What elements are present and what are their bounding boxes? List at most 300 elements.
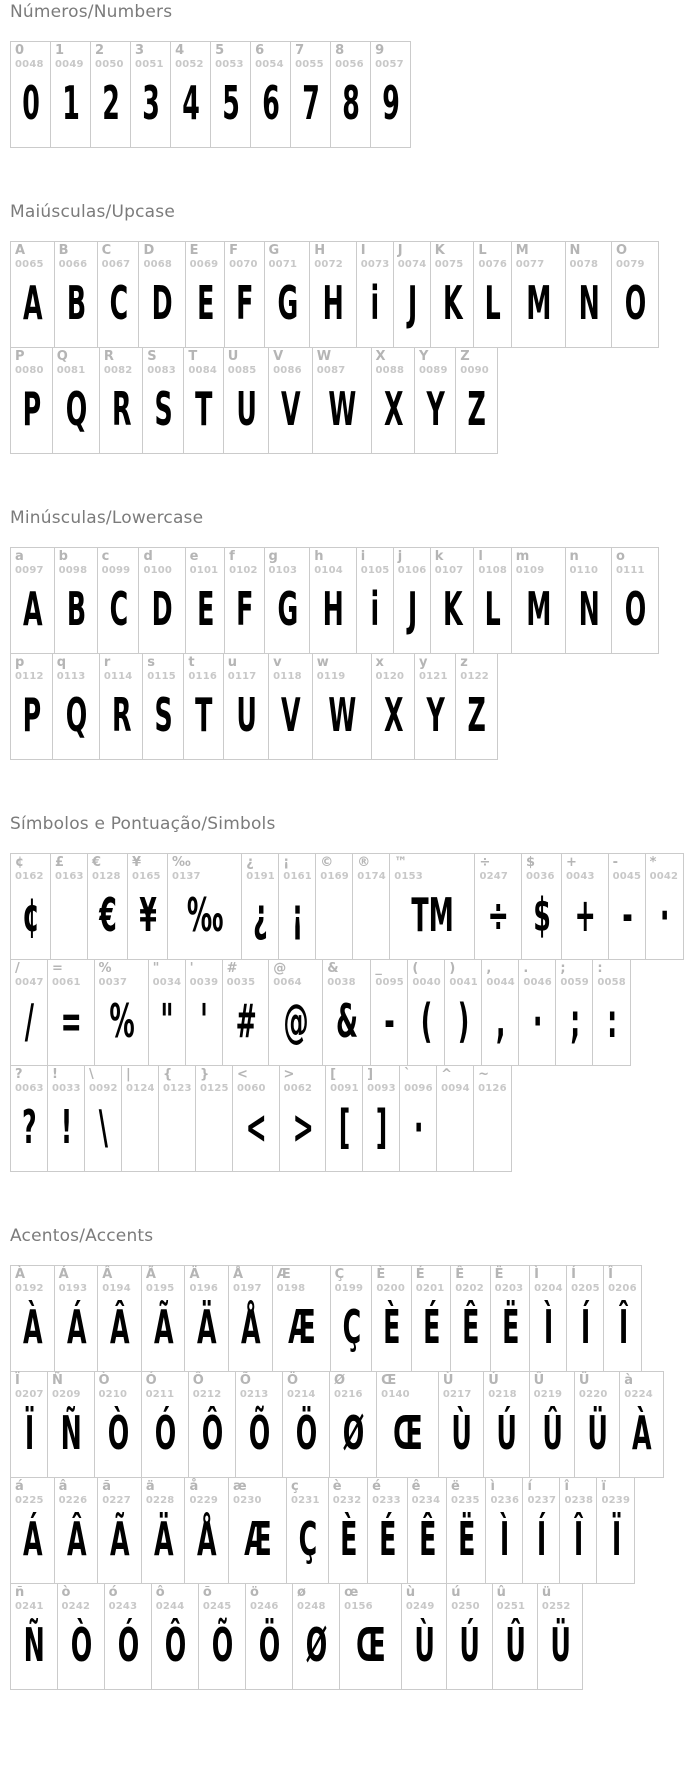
cell-ref-char: 3 [135, 43, 145, 58]
cell-glyph-area [52, 989, 91, 1065]
cell-unicode-value: 0102 [229, 565, 258, 576]
cell-glyph-area [571, 1295, 600, 1371]
cell-ref-char: É [415, 1267, 425, 1282]
cell-glyph-area [478, 1095, 508, 1171]
character-cell [484, 1372, 529, 1477]
character-cell [293, 1584, 340, 1689]
cell-glyph: Æ [287, 1300, 316, 1354]
cell-ref-char: é [372, 1479, 381, 1494]
cell-glyph-area [135, 71, 167, 147]
character-cell [131, 42, 171, 147]
cell-ref-char: P [15, 349, 25, 364]
cell-glyph-area [104, 377, 139, 453]
character-cell [280, 1066, 327, 1171]
cell-glyph-area [451, 1613, 488, 1689]
cell-unicode-value: 0247 [479, 871, 509, 882]
character-cell [400, 1066, 437, 1171]
cell-ref-char: i [360, 549, 366, 564]
cell-ref-char: Ú [488, 1373, 499, 1388]
cell-ref-char: Â [102, 1267, 113, 1282]
cell-glyph: A [23, 276, 43, 330]
cell-glyph-area [15, 989, 44, 1065]
character-cell [371, 42, 410, 147]
cell-glyph: Á [66, 1300, 87, 1354]
character-cell [11, 960, 48, 1065]
cell-glyph-area [189, 1507, 225, 1583]
cell-glyph-area [616, 271, 655, 347]
character-cell [269, 960, 323, 1065]
cell-unicode-value: 0043 [566, 871, 595, 882]
cell-ref-char: Î [608, 1267, 613, 1282]
character-cell [171, 42, 211, 147]
cell-glyph: H [322, 582, 345, 636]
cell-glyph-area [190, 577, 221, 653]
cell-glyph: H [322, 276, 345, 330]
cell-glyph: Ñ [23, 1618, 45, 1672]
character-cell [560, 1478, 597, 1583]
cell-glyph-area [361, 577, 390, 653]
character-cell [313, 348, 372, 453]
cell-ref-char: ( [412, 961, 419, 976]
cell-ref-char: Õ [239, 1373, 251, 1388]
cell-ref-char: g [268, 549, 278, 564]
character-cell [88, 854, 128, 959]
character-cell [363, 1066, 400, 1171]
cell-unicode-value: 0122 [460, 671, 489, 682]
character-cell [91, 42, 131, 147]
character-cell [474, 242, 511, 347]
cell-glyph-area [99, 1401, 138, 1477]
character-cell [159, 1066, 196, 1171]
cell-glyph-area [579, 1401, 616, 1477]
cell-unicode-value: 0095 [375, 977, 404, 988]
cell-glyph: Û [504, 1618, 526, 1672]
character-cell [439, 1372, 484, 1477]
character-cell [55, 1266, 99, 1371]
character-cell [265, 242, 311, 347]
cell-unicode-value: 0243 [108, 1601, 138, 1612]
character-cell [368, 1478, 407, 1583]
cell-unicode-value: 0201 [415, 1283, 445, 1294]
cell-glyph-area [102, 577, 136, 653]
cell-unicode-value: 0105 [360, 565, 390, 576]
cell-unicode-value: 0111 [616, 565, 645, 576]
cell-unicode-value: 0118 [273, 671, 302, 682]
cell-glyph: W [328, 688, 357, 742]
cell-unicode-value: 0161 [283, 871, 312, 882]
cell-glyph-area [175, 71, 207, 147]
cell-glyph: ) [458, 994, 470, 1048]
cell-ref-char: N [569, 243, 581, 258]
cell-ref-char: 6 [255, 43, 265, 58]
character-cell [11, 1372, 48, 1477]
cell-glyph: D [152, 582, 174, 636]
cell-unicode-value: 0093 [367, 1083, 396, 1094]
character-cell [538, 1584, 582, 1689]
cell-unicode-value: 0113 [56, 671, 86, 682]
character-cell [402, 1584, 447, 1689]
cell-glyph-area [200, 1095, 229, 1171]
cell-ref-char: w [316, 655, 329, 670]
cell-unicode-value: 0077 [515, 259, 545, 270]
cell-unicode-value: 0056 [335, 59, 364, 70]
cell-glyph-area [15, 683, 49, 759]
cell-ref-char: Ï [15, 1373, 20, 1388]
cell-ref-char: C [101, 243, 112, 258]
cell-glyph: Ö [258, 1618, 281, 1672]
character-cell [394, 242, 431, 347]
cell-unicode-value: 0076 [478, 259, 508, 270]
cell-glyph-area [190, 989, 219, 1065]
character-cell [224, 654, 269, 759]
character-cell [223, 960, 270, 1065]
cell-glyph: 3 [142, 76, 160, 130]
cell-unicode-value: 0079 [616, 259, 645, 270]
cell-ref-char: W [316, 349, 332, 364]
character-cell [316, 854, 353, 959]
cell-ref-char: f [229, 549, 235, 564]
cell-glyph: F [236, 582, 254, 636]
cell-unicode-value: 0213 [239, 1389, 269, 1400]
cell-glyph-area [284, 1095, 323, 1171]
cell-ref-char: ê [411, 1479, 421, 1494]
cell-glyph-area [132, 883, 164, 959]
cell-glyph-area [15, 1613, 54, 1689]
cell-unicode-value: 0096 [404, 1083, 433, 1094]
cell-glyph: @ [283, 994, 309, 1048]
character-cell [310, 548, 357, 653]
cell-unicode-value: 0067 [101, 259, 131, 270]
cell-glyph-area [406, 1613, 443, 1689]
character-cell [185, 1266, 229, 1371]
cell-glyph: A [23, 582, 43, 636]
cell-glyph-area [394, 883, 471, 959]
cell-glyph-area [229, 271, 260, 347]
cell-glyph-area [287, 1401, 326, 1477]
cell-ref-char: Ã [145, 1267, 156, 1282]
character-cell [95, 1372, 142, 1477]
cell-unicode-value: 0092 [89, 1083, 118, 1094]
cell-glyph: 2 [102, 76, 120, 130]
cell-glyph-area [126, 1095, 155, 1171]
cell-glyph: Z [467, 688, 487, 742]
character-cell [105, 1584, 152, 1689]
cell-glyph: · [659, 888, 670, 942]
section-accents [10, 1226, 661, 1690]
cell-glyph-area [215, 71, 247, 147]
character-cell [269, 654, 313, 759]
cell-ref-char: | [126, 1067, 131, 1082]
cell-unicode-value: 0199 [334, 1283, 364, 1294]
character-cell [233, 1066, 280, 1171]
cell-ref-char: z [460, 655, 468, 670]
cell-glyph: J [407, 276, 417, 330]
cell-glyph-area [15, 1095, 44, 1171]
cell-ref-char: ì [490, 1479, 495, 1494]
cell-unicode-value: 0165 [132, 871, 161, 882]
character-cell [229, 1266, 273, 1371]
cell-glyph-area [59, 271, 94, 347]
cell-glyph: O [624, 582, 647, 636]
cell-glyph: Â [110, 1300, 130, 1354]
cell-glyph-area [203, 1613, 242, 1689]
cell-glyph: T [195, 688, 213, 742]
cell-unicode-value: 0100 [143, 565, 173, 576]
cell-unicode-value: 0238 [564, 1495, 594, 1506]
character-cell [11, 1584, 58, 1689]
cell-glyph: B [66, 582, 86, 636]
cell-glyph: : [607, 994, 618, 1048]
character-cell [310, 242, 357, 347]
character-cell [273, 1266, 331, 1371]
cell-ref-char: Ë [494, 1267, 504, 1282]
cell-unicode-value: 0062 [283, 1083, 313, 1094]
cell-glyph-area [479, 883, 518, 959]
cell-glyph-area [193, 1401, 232, 1477]
cell-ref-char: È [376, 1267, 386, 1282]
cell-ref-char: Ê [455, 1267, 465, 1282]
cell-glyph: À [23, 1300, 43, 1354]
cell-glyph-area [608, 1295, 638, 1371]
cell-glyph-area [109, 1613, 148, 1689]
cell-ref-char: - [612, 855, 618, 870]
character-cell [55, 548, 98, 653]
cell-glyph-area [372, 1507, 403, 1583]
cell-ref-char: o [616, 549, 625, 564]
cell-glyph-area [381, 1401, 435, 1477]
cell-unicode-value: 0227 [102, 1495, 131, 1506]
cell-glyph: & [336, 994, 359, 1048]
cell-glyph: Õ [248, 1406, 271, 1460]
cell-unicode-value: 0104 [314, 565, 343, 576]
cell-ref-char: æ [233, 1479, 247, 1494]
cell-unicode-value: 0041 [449, 977, 478, 988]
cell-glyph: W [328, 382, 357, 436]
cell-ref-char: b [58, 549, 68, 564]
cell-unicode-value: 0068 [143, 259, 173, 270]
cell-ref-char: ; [560, 961, 566, 976]
cell-glyph-area [375, 71, 407, 147]
character-cell [225, 548, 264, 653]
character-cell [372, 1266, 411, 1371]
cell-ref-char: m [515, 549, 530, 564]
character-cell [211, 42, 251, 147]
cell-unicode-value: 0242 [61, 1601, 91, 1612]
cell-glyph: M [526, 582, 552, 636]
cell-ref-char: < [237, 1067, 248, 1082]
cell-ref-char: h [314, 549, 324, 564]
cell-unicode-value: 0206 [608, 1283, 637, 1294]
section-numbers [10, 2, 661, 148]
section-title: Acentos/Accents [10, 1226, 154, 1246]
character-cell [330, 1372, 377, 1477]
cell-unicode-value: 0212 [192, 1389, 222, 1400]
cell-glyph-area [246, 883, 275, 959]
cell-glyph-area [146, 1295, 182, 1371]
cell-glyph-area [317, 377, 368, 453]
cell-glyph: Q [65, 688, 88, 742]
cell-ref-char: U [227, 349, 239, 364]
cell-ref-char: l [478, 549, 483, 564]
character-cell [445, 960, 482, 1065]
cell-glyph: ¡ [292, 888, 304, 942]
cell-unicode-value: 0097 [15, 565, 44, 576]
character-cell [189, 1372, 236, 1477]
cell-ref-char: D [143, 243, 155, 258]
cell-ref-char: Ñ [52, 1373, 63, 1388]
cell-unicode-value: 0088 [375, 365, 405, 376]
cell-ref-char: E [189, 243, 199, 258]
cell-unicode-value: 0232 [332, 1495, 362, 1506]
cell-ref-char: a [15, 549, 24, 564]
cell-unicode-value: 0090 [460, 365, 489, 376]
cell-glyph-area [229, 577, 260, 653]
cell-glyph-area [102, 271, 136, 347]
cell-glyph: Á [23, 1512, 43, 1566]
cell-glyph-area [57, 377, 96, 453]
cell-glyph: < [245, 1100, 267, 1154]
cell-ref-char: œ [344, 1585, 359, 1600]
cell-ref-char: Á [58, 1267, 69, 1282]
character-cell [475, 854, 522, 959]
cell-ref-char: ) [449, 961, 456, 976]
cell-unicode-value: 0072 [314, 259, 343, 270]
glyph-row [10, 41, 411, 148]
glyph-row [10, 1265, 642, 1372]
cell-glyph-area [55, 71, 87, 147]
cell-ref-char: ç [290, 1479, 299, 1494]
cell-glyph: 9 [382, 76, 400, 130]
cell-glyph-area [330, 1095, 359, 1171]
cell-unicode-value: 0250 [451, 1601, 480, 1612]
cell-glyph-area [92, 883, 124, 959]
cell-glyph: Í [537, 1512, 547, 1566]
cell-glyph: ! [60, 1100, 73, 1154]
cell-ref-char: ¡ [283, 855, 290, 870]
character-cell [390, 854, 475, 959]
cell-ref-char: M [515, 243, 529, 258]
character-cell [394, 548, 431, 653]
cell-unicode-value: 0046 [523, 977, 552, 988]
cell-glyph-area [435, 271, 471, 347]
character-cell [593, 960, 630, 1065]
character-cell [612, 548, 658, 653]
cell-glyph: Ï [611, 1512, 622, 1566]
cell-glyph: , [495, 994, 506, 1048]
cell-glyph-area [277, 1295, 327, 1371]
cell-unicode-value: 0220 [578, 1389, 608, 1400]
character-cell [143, 654, 184, 759]
cell-glyph-area [273, 377, 309, 453]
character-cell [372, 654, 415, 759]
cell-glyph: € [99, 888, 117, 942]
cell-unicode-value: 0065 [15, 259, 44, 270]
glyph-row [10, 853, 684, 960]
cell-glyph-area [314, 577, 353, 653]
cell-unicode-value: 0203 [494, 1283, 524, 1294]
cell-ref-char: K [434, 243, 445, 258]
cell-ref-char: ! [52, 1067, 58, 1082]
cell-ref-char: Œ [381, 1373, 397, 1388]
cell-unicode-value: 0236 [490, 1495, 520, 1506]
cell-unicode-value: 0108 [478, 565, 508, 576]
character-cell [357, 242, 394, 347]
cell-ref-char: ™ [394, 855, 408, 870]
cell-ref-char: L [478, 243, 487, 258]
cell-glyph-area [227, 989, 266, 1065]
cell-ref-char: j [397, 549, 403, 564]
character-cell [229, 1478, 287, 1583]
character-cell [566, 548, 613, 653]
cell-glyph: Å [197, 1512, 218, 1566]
cell-unicode-value: 0224 [624, 1389, 653, 1400]
cell-glyph-area [89, 1095, 118, 1171]
character-cell [512, 242, 566, 347]
character-cell [331, 42, 371, 147]
cell-unicode-value: 0103 [268, 565, 298, 576]
cell-ref-char: î [564, 1479, 569, 1494]
cell-glyph: V [281, 688, 301, 742]
cell-glyph-area [398, 577, 427, 653]
cell-glyph: Ò [70, 1618, 92, 1672]
character-cell [143, 348, 184, 453]
cell-unicode-value: 0034 [152, 977, 182, 988]
cell-ref-char: û [496, 1585, 506, 1600]
cell-glyph: D [152, 276, 174, 330]
cell-unicode-value: 0229 [189, 1495, 219, 1506]
cell-glyph: Ñ [60, 1406, 82, 1460]
cell-ref-char: ¢ [15, 855, 25, 870]
cell-glyph-area [95, 71, 127, 147]
cell-glyph-area [269, 271, 307, 347]
cell-glyph: Ø [305, 1618, 328, 1672]
cell-ref-char: Ó [145, 1373, 157, 1388]
cell-ref-char: á [15, 1479, 24, 1494]
cell-glyph-area [376, 1295, 407, 1371]
cell-ref-char: Ô [192, 1373, 204, 1388]
cell-ref-char: H [314, 243, 326, 258]
cell-ref-char: ÷ [479, 855, 491, 870]
character-cell [431, 242, 475, 347]
cell-ref-char: { [163, 1067, 173, 1082]
cell-glyph-area [526, 883, 558, 959]
cell-glyph-area [416, 1295, 447, 1371]
cell-glyph: E [196, 276, 214, 330]
cell-unicode-value: 0246 [249, 1601, 279, 1612]
cell-glyph: Ë [501, 1300, 520, 1354]
cell-glyph: G [276, 582, 298, 636]
cell-ref-char: > [283, 1067, 295, 1082]
cell-glyph-area [15, 1401, 44, 1477]
cell-unicode-value: 0125 [200, 1083, 229, 1094]
cell-unicode-value: 0235 [451, 1495, 480, 1506]
cell-ref-char: Û [533, 1373, 545, 1388]
character-cell [98, 548, 140, 653]
character-cell [53, 348, 100, 453]
cell-unicode-value: 0207 [15, 1389, 44, 1400]
character-cell [184, 348, 223, 453]
cell-glyph: Ê [462, 1300, 480, 1354]
cell-glyph: È [339, 1512, 358, 1566]
cell-ref-char: ô [155, 1585, 165, 1600]
cell-ref-char: € [92, 855, 102, 870]
cell-unicode-value: 0174 [357, 871, 386, 882]
cell-glyph-area [435, 577, 471, 653]
cell-ref-char: d [143, 549, 153, 564]
cell-glyph-area [295, 71, 327, 147]
cell-ref-char: ? [15, 1067, 23, 1082]
cell-ref-char: ã [102, 1479, 111, 1494]
